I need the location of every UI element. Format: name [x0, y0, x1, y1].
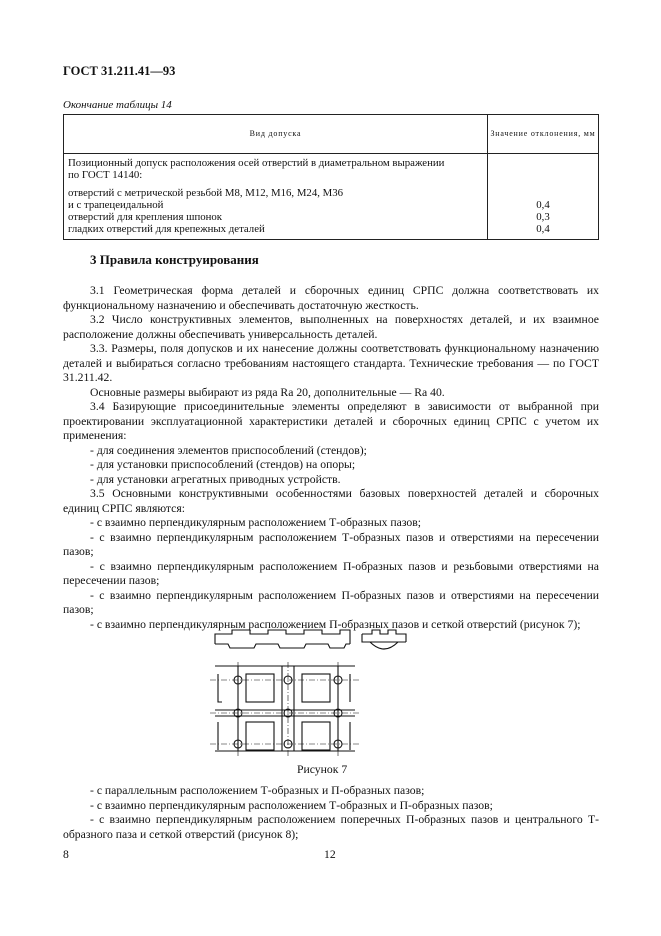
paragraph: 3.3. Размеры, поля допусков и их нанесение должны соответствовать функциональному назначению деталей и выбираться согласно требованиям настоящего стандарта. Технические требования — по ГОСТ 31.211.42. — [63, 342, 599, 384]
table-header-row — [64, 115, 599, 154]
paragraph: 3.1 Геометрическая форма деталей и сборочных единиц СРПС должна соответствовать их функциональному назначению и обеспечивать достаточную жесткость. — [63, 284, 599, 312]
list-item: - с взаимно перпендикулярным расположением Т-образных пазов и отверстиями на пересечении пазов; — [63, 530, 599, 558]
list-item: - для установки агрегатных приводных устройств. — [90, 472, 341, 486]
list-item: - с взаимно перпендикулярным расположением П-образных пазов и отверстиями на пересечении пазов; — [63, 588, 599, 616]
list-item: - с взаимно перпендикулярным расположением П-образных пазов и сеткой отверстий (рисунок 7); — [90, 617, 581, 631]
table-row-label: и с трапецеидальной — [68, 199, 164, 211]
page-number-center: 12 — [324, 848, 336, 861]
table-row-label: отверстий для крепления шпонок — [68, 211, 223, 223]
paragraph: 3.4 Базирующие присоединительные элементы определяют в зависимости от выбранной при проектировании эксплуатационной характеристики деталей и сборочных единиц СРПС с учетом их применения: — [63, 400, 599, 442]
list-item: - с взаимно перпендикулярным расположением Т-образных пазов; — [90, 516, 422, 529]
list-item: - с параллельным расположением Т-образных и П-образных пазов; — [90, 784, 425, 797]
paragraph: 3.2 Число конструктивных элементов, выполненных на поверхностях деталей, и их взаимное расположение должны обеспечивать универсальность деталей. — [63, 313, 599, 341]
col-header-deviation: Значение отклонения, мм — [488, 115, 599, 154]
list-item: - с взаимно перпендикулярным расположением поперечных П-образных пазов и центрального Т-образного паза и сеткой отверстий (рисунок 8); — [63, 813, 599, 841]
table-row-label: гладких отверстий для крепежных деталей — [68, 223, 265, 235]
section-body-continued — [63, 784, 599, 842]
table-row — [64, 154, 599, 240]
document-header: ГОСТ 31.211.41—93 — [63, 64, 176, 78]
table-row-value — [492, 187, 594, 199]
col-header-tolerance-type: Вид допуска — [64, 115, 488, 154]
list-item: - для установки приспособлений (стендов) на опоры; — [90, 458, 356, 471]
section-title: 3 Правила конструирования — [90, 252, 259, 267]
figure-7-section — [360, 626, 410, 660]
list-item: - для соединения элементов приспособлений (стендов); — [90, 443, 367, 457]
table-row-label: отверстий с метрической резьбой М8, М12, М16, М24, М36 — [68, 187, 344, 199]
table-cell-labels — [64, 154, 488, 240]
table-intro-line: по ГОСТ 14140: — [68, 169, 143, 181]
section-body — [63, 284, 599, 632]
figure-caption: Рисунок 7 — [297, 763, 348, 776]
table-caption: Окончание таблицы 14 — [63, 99, 172, 111]
paragraph: Основные размеры выбирают из ряда Ra 20, дополнительные — Ra 40. — [90, 385, 445, 399]
table-row-value: 0,4 — [536, 199, 550, 211]
table-intro-line: Позиционный допуск расположения осей отверстий в диаметральном выражении — [68, 157, 445, 169]
page-number: 8 — [63, 848, 69, 861]
list-item: - с взаимно перпендикулярным расположением Т-образных и П-образных пазов; — [90, 798, 493, 812]
table-row-value: 0,3 — [536, 211, 550, 223]
tolerance-table — [63, 114, 599, 240]
paragraph: 3.5 Основными конструктивными особенностями базовых поверхностей деталей и сборочных единиц СРПС являются: — [63, 487, 599, 515]
table-cell-values — [488, 154, 599, 240]
list-item: - с взаимно перпендикулярным расположением П-образных пазов и резьбовыми отверстиями на пересечении пазов; — [63, 559, 599, 587]
table-row-value: 0,4 — [536, 223, 550, 235]
